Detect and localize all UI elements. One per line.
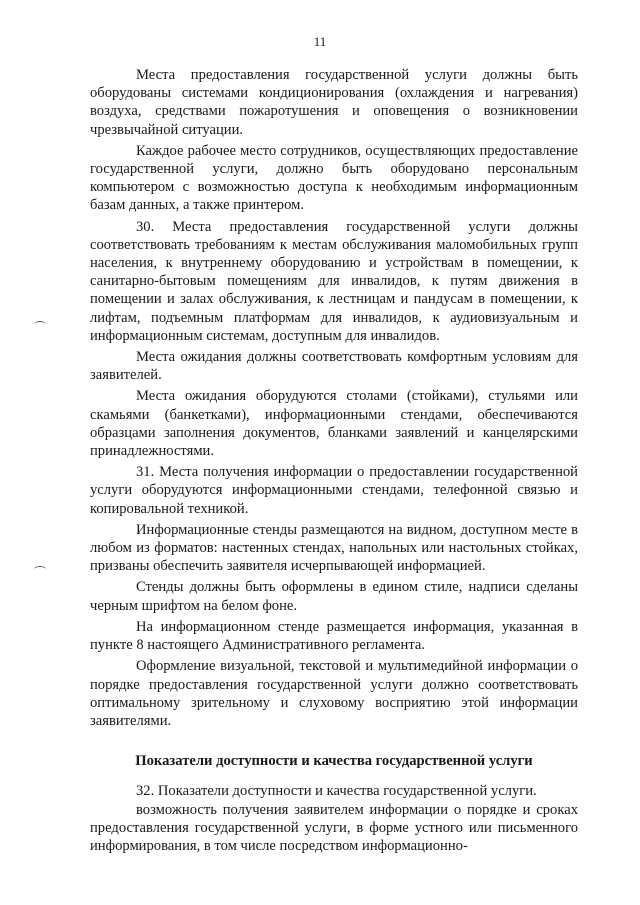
paragraph: Места ожидания должны соответствовать комфортным условиям для заявителей. [90,349,578,384]
paragraph: Каждое рабочее место сотрудников, осуществляющих предоставление государственной услуги, должно быть оборудовано персональным компьютером с возможностью доступа к необходимым информационным базам данных, а также принтером. [90,142,578,214]
paragraph: 32. Показатели доступности и качества государственной услуги. [136,783,537,800]
paragraph: Информационные стенды размещаются на видном, доступном месте в любом из форматов: настенных стендах, напольных или настольных стойках, призваны обеспечить заявителя исчерпывающей информацией. [90,521,578,575]
paragraph: 30. Места предоставления государственной услуги должны соответствовать требованиям к местам обслуживания маломобильных групп населения, к внутреннему оборудованию и устройствам в помещении, к санитарно-бытовым помещениям для инвалидов, к путям движения в помещении и залах обслуживания, к лестницам и пандусам в помещении, к лифтам, подъемным платформам для инвалидов, к аудиовизуальным и информационным системам, доступным для инвалидов. [90,218,578,344]
margin-mark [34,566,46,573]
paragraph: 31. Места получения информации о предоставлении государственной услуги оборудуются информационными стендами, телефонной связью и копировальной техникой. [90,464,578,517]
document-body [90,66,578,855]
paragraph: На информационном стенде размещается информация, указанная в пункте 8 настоящего Административного регламента. [90,618,578,654]
paragraph: возможность получения заявителем информации о порядке и сроках предоставления государственной услуги, в форме устного или письменного информирования, в том числе посредством информационно- [90,801,578,854]
paragraph: Стенды должны быть оформлены в едином стиле, надписи сделаны черным шрифтом на белом фоне. [90,579,578,614]
paragraph: Оформление визуальной, текстовой и мультимедийной информации о порядке предоставления государственной услуги должно соответствовать оптимальному зрительному и слуховому восприятию этой информации заявителями. [90,658,578,729]
paragraph: Места предоставления государственной услуги должны быть оборудованы системами кондиционирования (охлаждения и нагревания) воздуха, средствами пожаротушения и оповещения о возникновении чрезвычайной ситуации. [90,67,578,138]
margin-mark [34,321,46,328]
page-number: 11 [313,34,327,49]
paragraph: Места ожидания оборудуются столами (стойками), стульями или скамьями (банкетками), информационными стендами, обеспечиваются образцами заполнения документов, бланками заявлений и канцелярскими принадлежностями. [90,388,578,460]
section-heading: Показатели доступности и качества государственной услуги [135,753,533,770]
